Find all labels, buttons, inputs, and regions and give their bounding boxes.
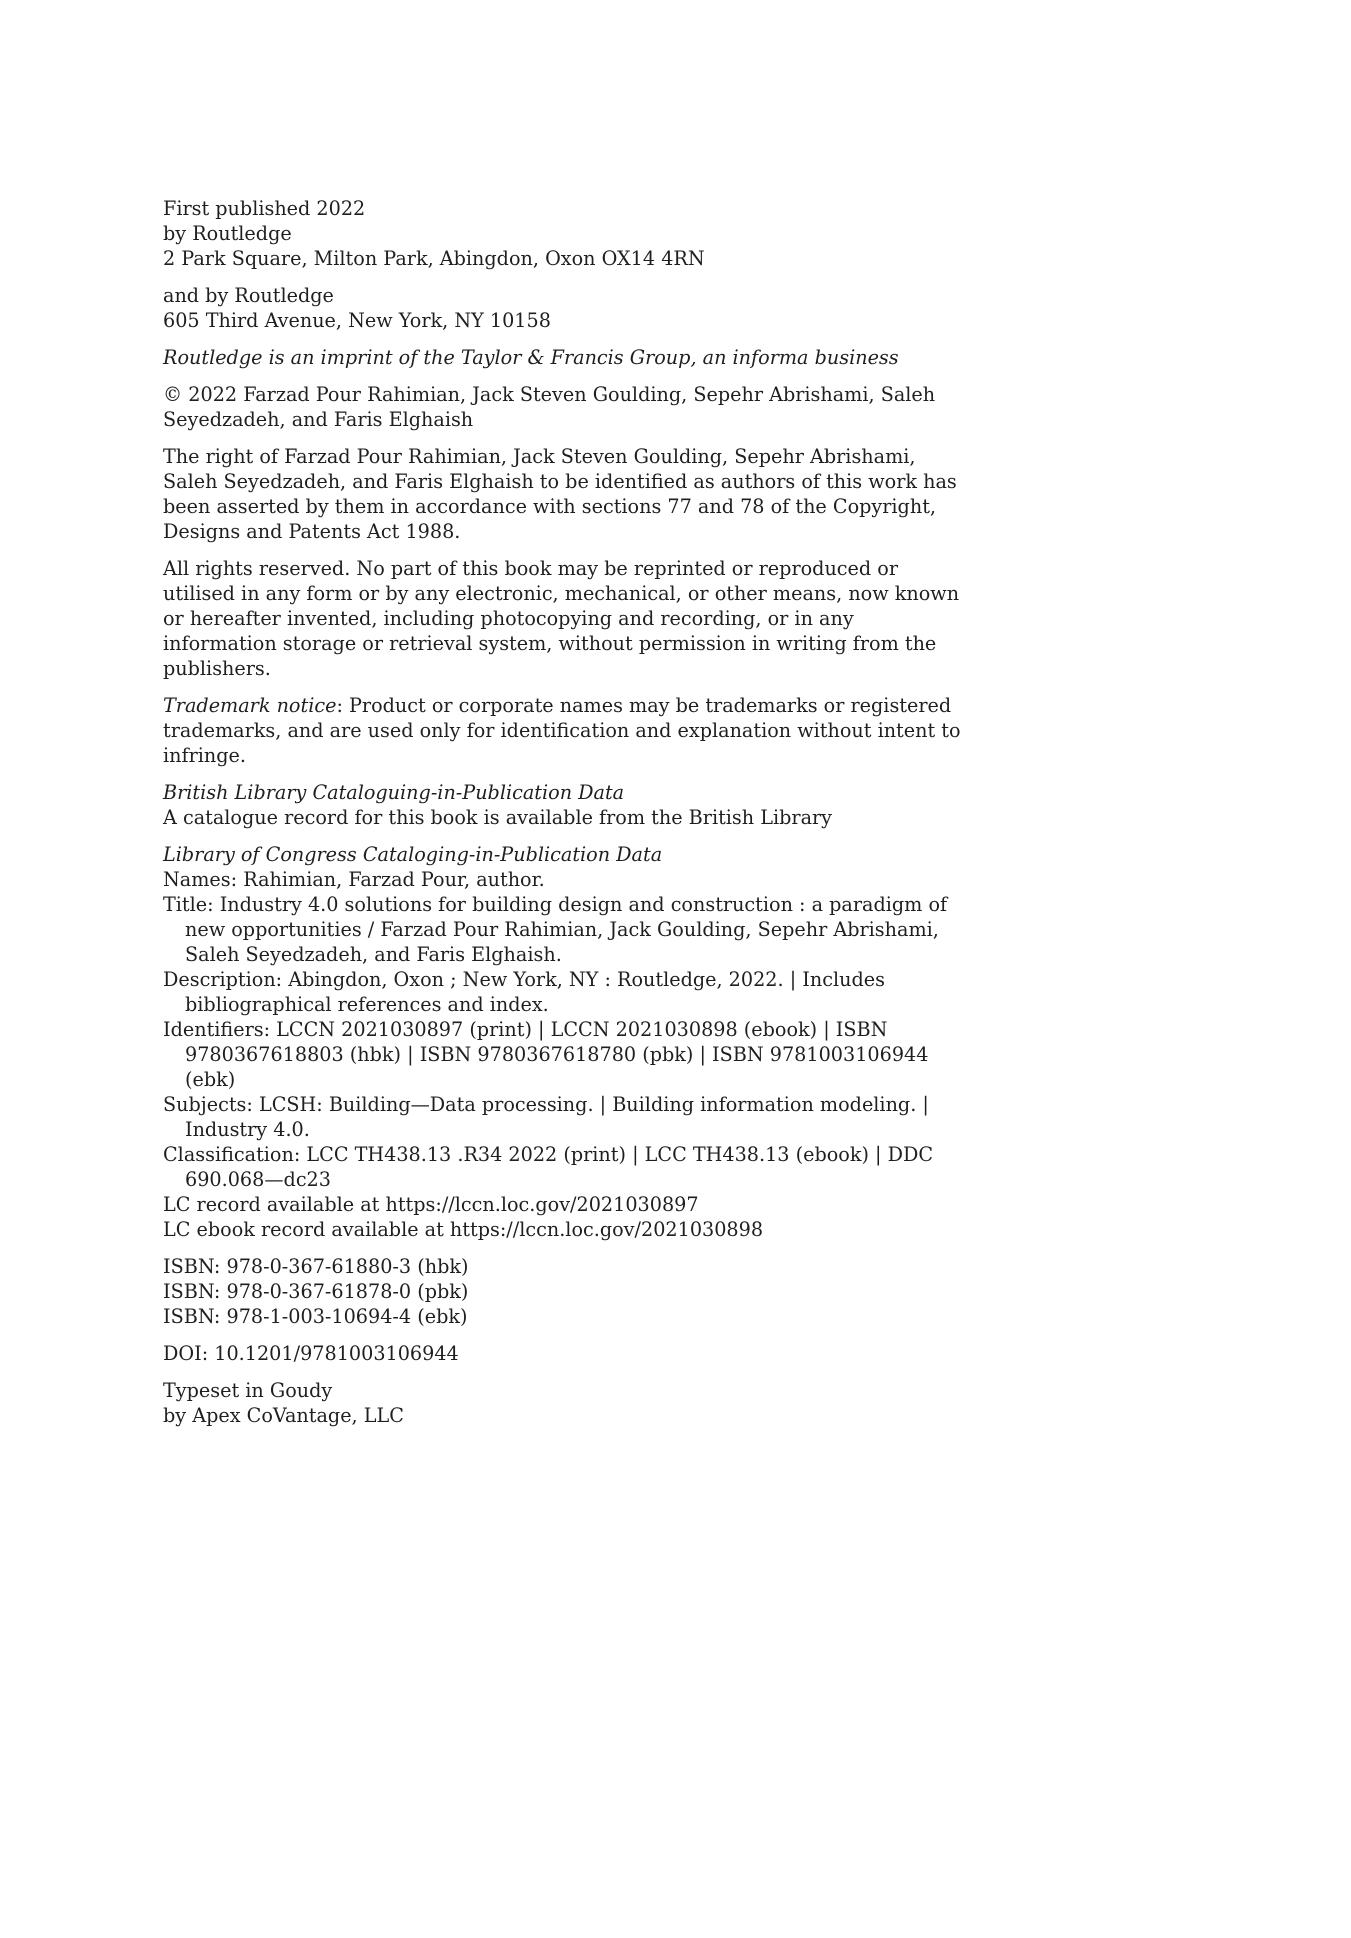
loc-entry-identifiers: Identifiers: LCCN 2021030897 (print) | LCCN 2021030898 (ebook) | ISBN 9780367618803 (hbk) | ISBN 9780367618780 (pbk) | ISBN 9781003106944 (ebk) bbox=[163, 1018, 929, 1091]
first-published: First published 2022 bbox=[163, 197, 366, 220]
publisher-name: by Routledge bbox=[163, 222, 292, 245]
loc-ebook-record-link: LC ebook record available at https://lccn.loc.gov/2021030898 bbox=[163, 1218, 764, 1241]
trademark-text: : Product or corporate names may be trademarks or registered trademarks, and are used only for identification and explanation without intent to infringe. bbox=[163, 694, 961, 767]
isbn-ebk: ISBN: 978-1-003-10694-4 (ebk) bbox=[163, 1305, 468, 1328]
us-publisher-address: 605 Third Avenue, New York, NY 10158 bbox=[163, 309, 551, 332]
doi: DOI: 10.1201/9781003106944 bbox=[163, 1342, 459, 1365]
rights-assertion: The right of Farzad Pour Rahimian, Jack Steven Goulding, Sepehr Abrishami, Saleh Seyedzadeh, and Faris Elghaish to be identified as authors of this work has been asserted by them in accordance with sections 77 and 78 of the Copyright, Designs and Patents Act 1988. bbox=[163, 445, 957, 543]
copyright-page bbox=[163, 196, 963, 1440]
loc-entry-title: Title: Industry 4.0 solutions for building design and construction : a paradigm of new opportunities / Farzad Pour Rahimian, Jack Goulding, Sepehr Abrishami, Saleh Seyedzadeh, and Faris Elghaish. bbox=[163, 893, 948, 966]
loc-entry-description: Description: Abingdon, Oxon ; New York, NY : Routledge, 2022. | Includes bibliographical references and index. bbox=[163, 968, 885, 1016]
british-library-block bbox=[163, 780, 963, 830]
all-rights-reserved: All rights reserved. No part of this book may be reprinted or reproduced or utilised in any form or by any electronic, mechanical, or other means, now known or hereafter invented, including photocopying and recording, or in any information storage or retrieval system, without permission in writing from the publishers. bbox=[163, 557, 960, 680]
copyright-notice: © 2022 Farzad Pour Rahimian, Jack Steven Goulding, Sepehr Abrishami, Saleh Seyedzadeh, and Faris Elghaish bbox=[163, 383, 936, 431]
british-library-text: A catalogue record for this book is available from the British Library bbox=[163, 806, 833, 829]
loc-entry-names: Names: Rahimian, Farzad Pour, author. bbox=[163, 868, 545, 891]
loc-heading: Library of Congress Cataloging-in-Publication Data bbox=[163, 843, 663, 866]
typeset-font: Typeset in Goudy bbox=[163, 1379, 333, 1402]
british-library-heading: British Library Cataloguing-in-Publication Data bbox=[163, 781, 625, 804]
loc-entry-classification: Classification: LCC TH438.13 .R34 2022 (print) | LCC TH438.13 (ebook) | DDC 690.068—dc23 bbox=[163, 1143, 934, 1191]
loc-entry-subjects: Subjects: LCSH: Building—Data processing. | Building information modeling. | Industry 4.0. bbox=[163, 1093, 929, 1141]
imprint-note: Routledge is an imprint of the Taylor & Francis Group, an informa business bbox=[163, 346, 899, 369]
us-publication-block bbox=[163, 283, 963, 333]
isbn-block bbox=[163, 1254, 963, 1329]
typeset-block bbox=[163, 1378, 963, 1428]
isbn-pbk: ISBN: 978-0-367-61878-0 (pbk) bbox=[163, 1280, 469, 1303]
loc-block bbox=[163, 842, 963, 1242]
isbn-hbk: ISBN: 978-0-367-61880-3 (hbk) bbox=[163, 1255, 469, 1278]
loc-record-link: LC record available at https://lccn.loc.gov/2021030897 bbox=[163, 1193, 699, 1216]
publisher-address: 2 Park Square, Milton Park, Abingdon, Oxon OX14 4RN bbox=[163, 247, 705, 270]
typesetter: by Apex CoVantage, LLC bbox=[163, 1404, 404, 1427]
trademark-notice bbox=[163, 693, 963, 768]
trademark-label: Trademark notice bbox=[163, 694, 337, 717]
us-publisher-name: and by Routledge bbox=[163, 284, 334, 307]
publication-block bbox=[163, 196, 963, 271]
